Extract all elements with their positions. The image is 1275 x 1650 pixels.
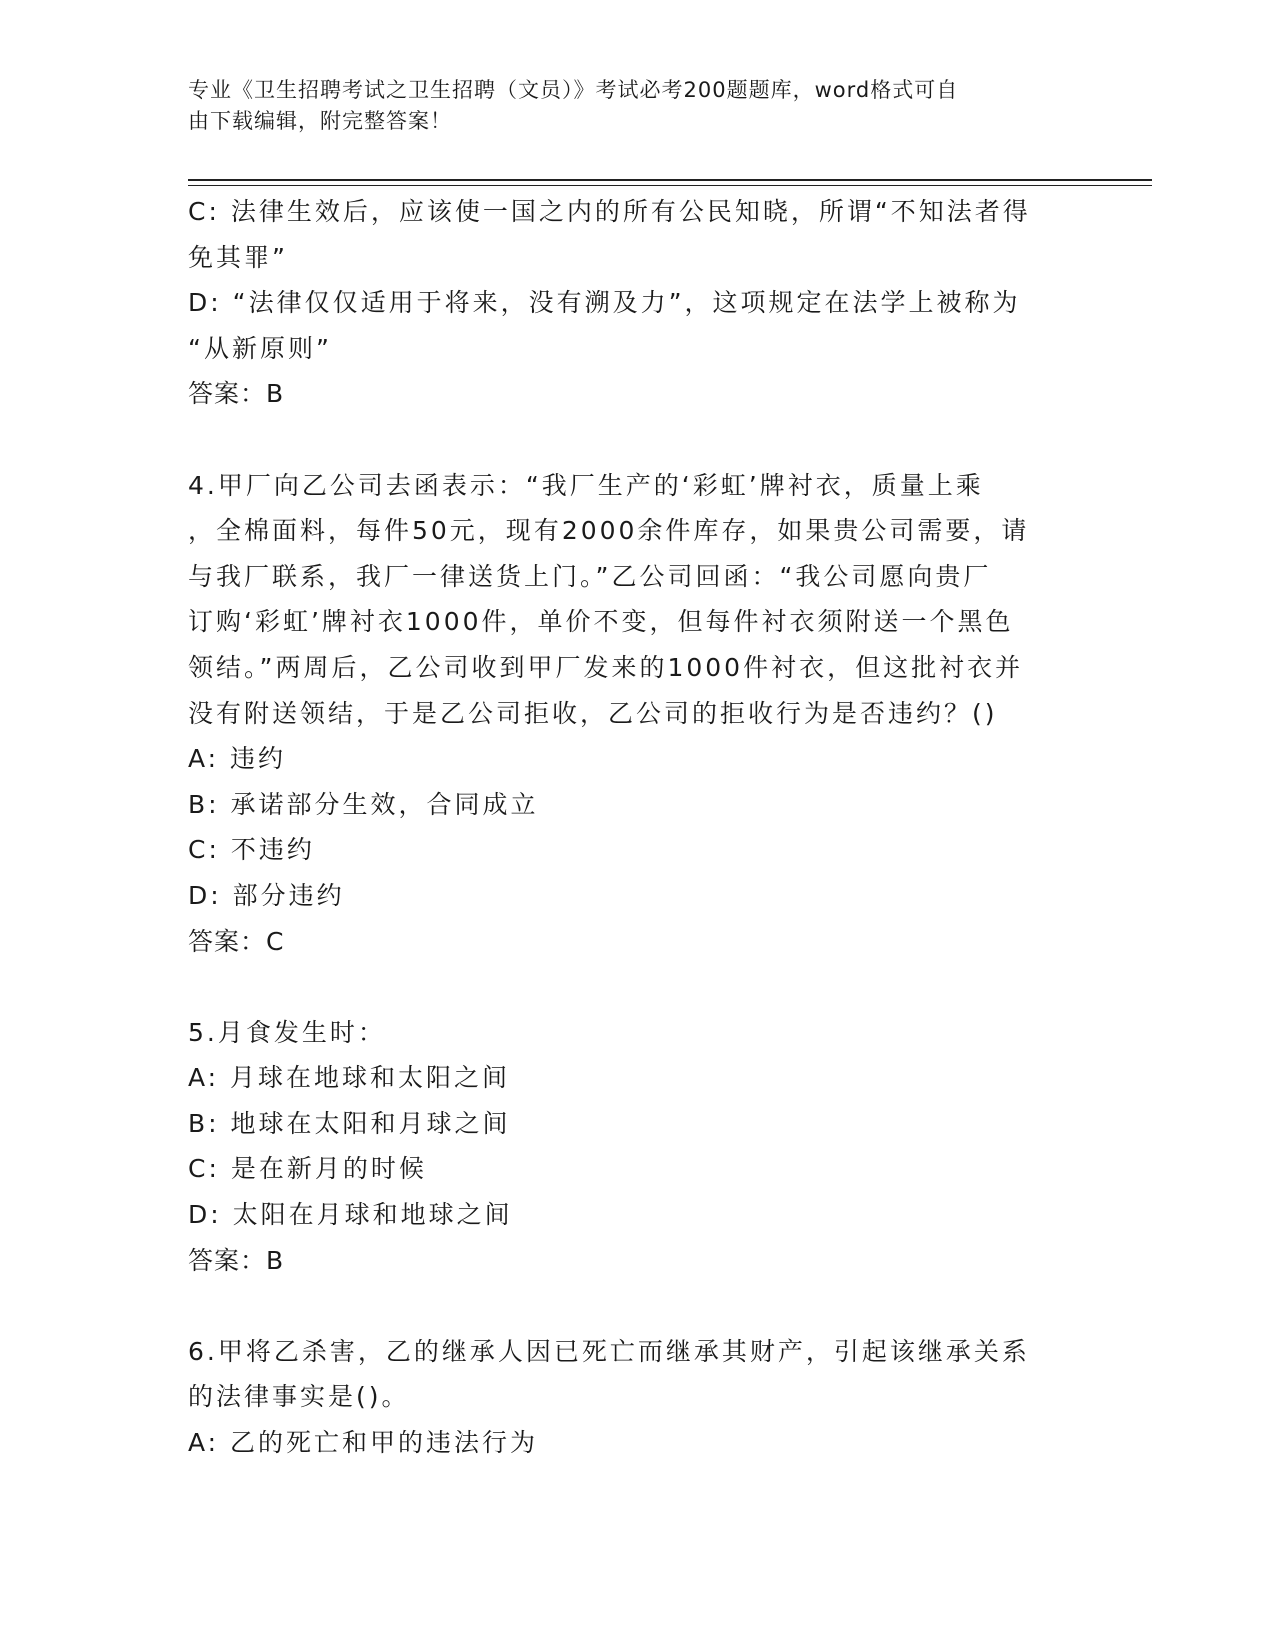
question-stem-line: 与我厂联系，我厂一律送货上门。”乙公司回函：“我公司愿向贵厂 xyxy=(188,561,992,591)
answer: 答案：C xyxy=(188,926,285,956)
document-header xyxy=(188,75,1068,137)
option-a: A: 月球在地球和太阳之间 xyxy=(188,1063,511,1093)
option-c: C: 是在新月的时候 xyxy=(188,1154,427,1184)
question-content xyxy=(188,189,1088,1466)
option-d: D: “法律仅仅适用于将来，没有溯及力”，这项规定在法学上被称为 xyxy=(188,288,1021,318)
answer: 答案：B xyxy=(188,1245,285,1275)
option-a: A: 乙的死亡和甲的违法行为 xyxy=(188,1428,539,1458)
option-d: D: 太阳在月球和地球之间 xyxy=(188,1200,513,1230)
question-5 xyxy=(188,1010,1088,1284)
header-line: 由下载编辑，附完整答案！ xyxy=(188,109,452,133)
header-divider-thin xyxy=(188,185,1152,186)
question-4 xyxy=(188,463,1088,965)
option-c: C: 法律生效后，应该使一国之内的所有公民知晓，所谓“不知法者得 xyxy=(188,197,1031,226)
option-a: A: 违约 xyxy=(188,744,287,774)
option-b: B: 承诺部分生效，合同成立 xyxy=(188,789,539,819)
question-stem-line: 的法律事实是()。 xyxy=(188,1382,410,1412)
spacer xyxy=(188,417,1088,463)
option-b: B: 地球在太阳和月球之间 xyxy=(188,1108,511,1138)
question-stem-line: 领结。”两周后，乙公司收到甲厂发来的1000件衬衣，但这批衬衣并 xyxy=(188,652,1024,682)
header-line: 专业《卫生招聘考试之卫生招聘（文员）》考试必考200题题库，word格式可自 xyxy=(188,78,959,102)
answer: 答案：B xyxy=(188,379,285,409)
question-3-tail xyxy=(188,189,1088,417)
question-stem-line: 4.甲厂向乙公司去函表示：“我厂生产的‘彩虹’牌衬衣，质量上乘 xyxy=(188,470,984,500)
spacer xyxy=(188,1283,1088,1329)
option-c-continued: 免其罪” xyxy=(188,242,288,272)
header-divider xyxy=(188,179,1152,181)
option-d: D: 部分违约 xyxy=(188,880,345,910)
question-stem-line: 5.月食发生时： xyxy=(188,1017,386,1047)
spacer xyxy=(188,964,1088,1010)
question-stem-line: ，全棉面料，每件50元，现有2000余件库存，如果贵公司需要，请 xyxy=(188,516,1030,546)
question-6 xyxy=(188,1329,1088,1466)
question-stem-line: 没有附送领结，于是乙公司拒收，乙公司的拒收行为是否违约？() xyxy=(188,698,998,728)
question-stem-line: 6.甲将乙杀害，乙的继承人因已死亡而继承其财产，引起该继承关系 xyxy=(188,1336,1030,1366)
question-stem-line: 订购‘彩虹’牌衬衣1000件，单价不变，但每件衬衣须附送一个黑色 xyxy=(188,607,1014,637)
option-d-continued: “从新原则” xyxy=(188,333,332,363)
option-c: C: 不违约 xyxy=(188,835,315,865)
